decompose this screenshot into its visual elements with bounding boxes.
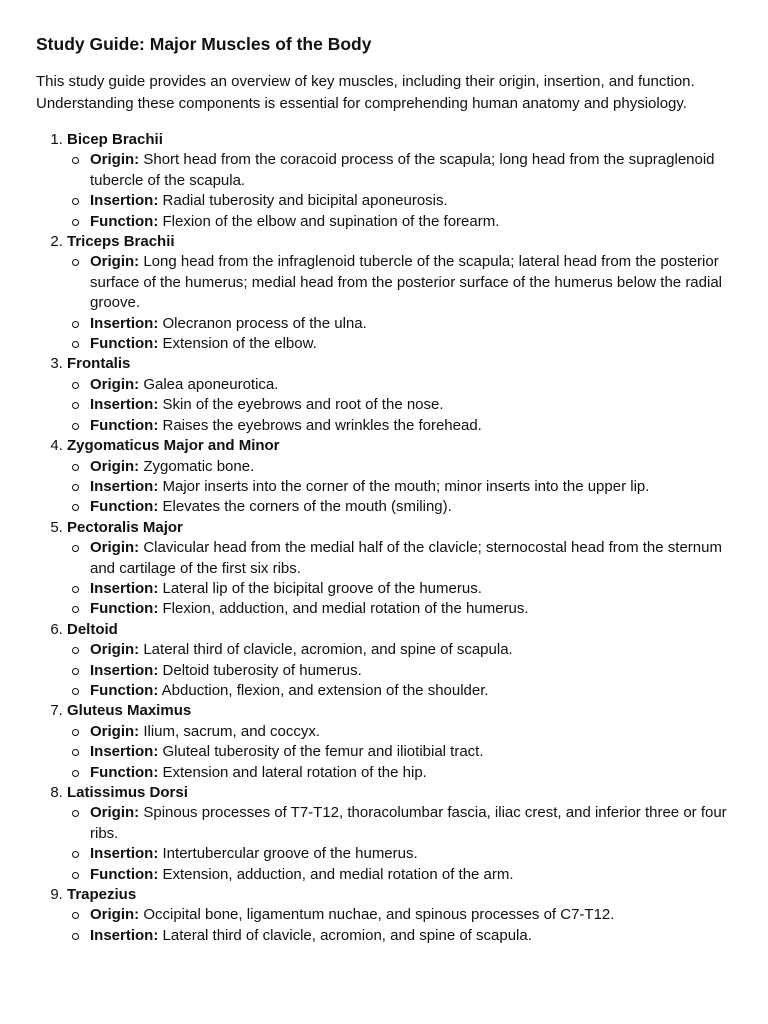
origin-label: Origin: [90,722,140,740]
function-text: Raises the eyebrows and wrinkles the forehead. [162,416,482,434]
muscle-list [36,130,732,946]
muscle-item [67,701,732,783]
muscle-properties [67,150,732,232]
origin-label: Origin: [90,906,140,924]
origin-text: Occipital bone, ligamentum nuchae, and spinous processes of C7-T12. [143,906,615,924]
insertion-label: Insertion: [90,743,159,761]
origin-item [90,640,732,660]
insertion-label: Insertion: [90,314,159,332]
insertion-item [90,314,732,334]
origin-text: Long head from the infraglenoid tubercle of the scapula; lateral head from the posterior surface of the humerus; medial head from the posterior surface of the humerus below the radial groove. [90,253,722,312]
insertion-label: Insertion: [90,845,159,863]
origin-item [90,905,732,925]
muscle-name: Frontalis [67,355,131,373]
insertion-text: Skin of the eyebrows and root of the nose. [162,396,444,414]
muscle-name: Pectoralis Major [67,518,183,536]
insertion-label: Insertion: [90,477,159,495]
origin-text: Clavicular head from the medial half of the clavicle; sternocostal head from the sternum and cartilage of the first six ribs. [90,539,722,577]
function-text: Flexion of the elbow and supination of the forearm. [162,212,500,230]
insertion-item [90,395,732,415]
origin-text: Zygomatic bone. [143,457,255,475]
muscle-name: Trapezius [67,886,137,904]
origin-label: Origin: [90,457,140,475]
muscle-name: Latissimus Dorsi [67,784,188,801]
insertion-item [90,579,732,599]
origin-label: Origin: [90,375,140,393]
function-text: Flexion, adduction, and medial rotation of the humerus. [162,600,529,618]
muscle-properties [67,375,732,436]
muscle-properties [67,722,732,783]
insertion-item [90,742,732,762]
muscle-item [67,885,732,946]
origin-item [90,150,732,191]
insertion-label: Insertion: [90,396,159,414]
insertion-item [90,844,732,864]
function-label: Function: [90,335,159,353]
origin-item [90,375,732,395]
function-item [90,599,732,619]
origin-text: Galea aponeurotica. [143,375,279,393]
origin-label: Origin: [90,641,140,659]
origin-text: Lateral third of clavicle, acromion, and spine of scapula. [143,641,513,659]
function-label: Function: [90,600,159,618]
page-title: Study Guide: Major Muscles of the Body [36,34,372,54]
muscle-item [67,232,732,354]
muscle-item [67,518,732,620]
origin-item [90,722,732,742]
muscle-properties [67,640,732,701]
muscle-properties [67,803,732,885]
origin-item [90,538,732,579]
insertion-item [90,477,732,497]
muscle-item [67,130,732,232]
intro-paragraph: This study guide provides an overview of key muscles, including their origin, insertion, and function. Understanding these components is essential for comprehending human anatomy and physiology. [36,73,695,112]
insertion-text: Major inserts into the corner of the mouth; minor inserts into the upper lip. [162,477,650,495]
muscle-item [67,620,732,702]
insertion-text: Olecranon process of the ulna. [162,314,367,332]
function-item [90,212,732,232]
origin-item [90,252,732,313]
insertion-label: Insertion: [90,661,159,679]
function-item [90,416,732,436]
insertion-item [90,191,732,211]
insertion-text: Intertubercular groove of the humerus. [162,845,418,863]
function-text: Abduction, flexion, and extension of the shoulder. [161,681,489,699]
muscle-name: Zygomaticus Major and Minor [67,437,280,455]
muscle-item [67,354,732,436]
muscle-properties [67,905,732,946]
function-item [90,865,732,885]
insertion-text: Radial tuberosity and bicipital aponeurosis. [162,192,448,210]
origin-item [90,457,732,477]
origin-label: Origin: [90,539,140,557]
function-item [90,681,732,701]
function-item [90,497,732,517]
function-text: Extension and lateral rotation of the hip. [162,763,427,781]
muscle-properties [67,538,732,620]
insertion-label: Insertion: [90,192,159,210]
origin-label: Origin: [90,151,140,169]
function-item [90,763,732,783]
muscle-name: Bicep Brachii [67,131,163,148]
function-item [90,334,732,354]
function-label: Function: [90,416,159,434]
insertion-text: Lateral third of clavicle, acromion, and spine of scapula. [162,926,532,944]
insertion-text: Deltoid tuberosity of humerus. [162,661,362,679]
origin-label: Origin: [90,804,140,822]
muscle-properties [67,252,732,354]
origin-item [90,803,732,844]
insertion-label: Insertion: [90,579,159,597]
function-text: Elevates the corners of the mouth (smiling). [162,498,452,516]
insertion-text: Gluteal tuberosity of the femur and iliotibial tract. [162,743,484,761]
origin-text: Ilium, sacrum, and coccyx. [143,722,321,740]
muscle-name: Deltoid [67,620,118,638]
function-label: Function: [90,763,159,781]
muscle-item [67,783,732,885]
origin-label: Origin: [90,253,140,271]
insertion-text: Lateral lip of the bicipital groove of the humerus. [162,579,482,597]
function-label: Function: [90,681,159,699]
function-text: Extension of the elbow. [162,335,317,353]
function-label: Function: [90,498,159,516]
muscle-item [67,436,732,518]
insertion-label: Insertion: [90,926,159,944]
muscle-properties [67,457,732,518]
muscle-name: Triceps Brachii [67,233,175,251]
muscle-name: Gluteus Maximus [67,702,192,720]
insertion-item [90,926,732,946]
function-label: Function: [90,212,159,230]
origin-text: Short head from the coracoid process of the scapula; long head from the supraglenoid tubercle of the scapula. [90,151,715,189]
origin-text: Spinous processes of T7-T12, thoracolumbar fascia, iliac crest, and inferior three or four ribs. [90,804,727,842]
insertion-item [90,661,732,681]
function-text: Extension, adduction, and medial rotation of the arm. [162,865,514,883]
function-label: Function: [90,865,159,883]
